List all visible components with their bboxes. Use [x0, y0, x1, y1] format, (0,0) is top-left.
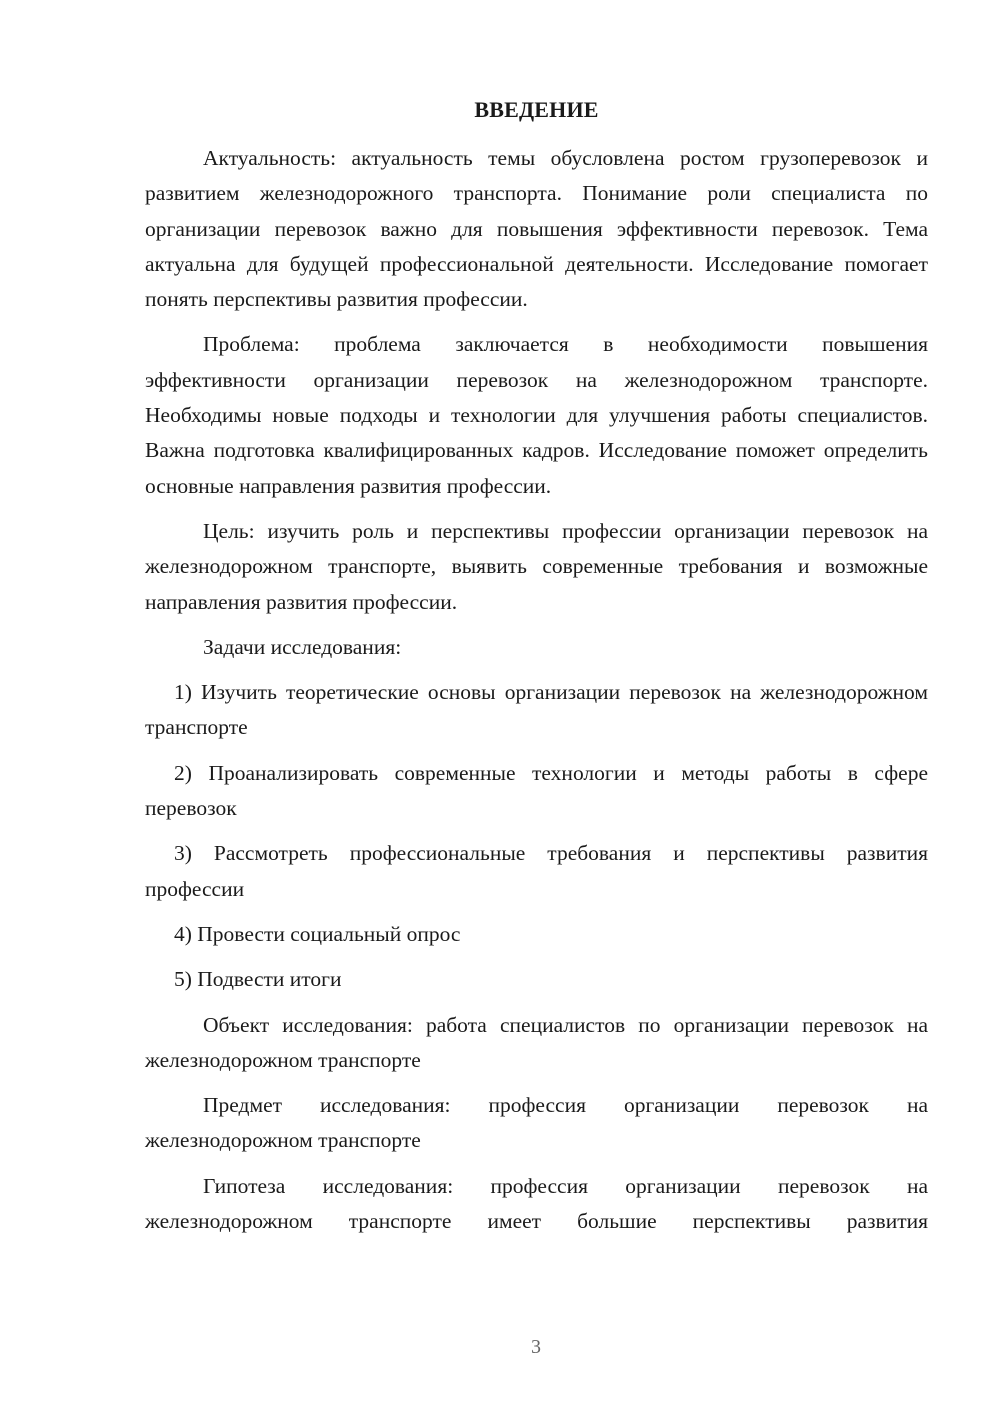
task-item-2: 2) Проанализировать современные технологии и методы работы в сфере перевозок [145, 760, 928, 821]
relevance-paragraph: Актуальность: актуальность темы обусловлена ростом грузоперевозок и развитием железнодорожного транспорта. Понимание роли специалиста по организации перевозок важно для повышения эффективности перевозок. Тема актуальна для будущей профессиональной деятельности. Исследование помогает понять перспективы развития профессии. [145, 146, 928, 312]
task-item-5: 5) Подвести итоги [174, 967, 342, 992]
page-number: 3 [531, 1336, 541, 1358]
task-item-3: 3) Рассмотреть профессиональные требования и перспективы развития профессии [145, 841, 928, 901]
problem-paragraph: Проблема: проблема заключается в необходимости повышения эффективности организации перевозок на железнодорожном транспорте. Необходимы новые подходы и технологии для улучшения работы специалистов. Важна подготовка квалифицированных кадров. Исследование поможет определить основные направления развития профессии. [145, 332, 928, 498]
goal-paragraph: Цель: изучить роль и перспективы профессии организации перевозок на железнодорожном транспорте, выявить современные требования и возможные направления развития профессии. [145, 518, 928, 614]
tasks-intro: Задачи исследования: [203, 634, 402, 659]
hypothesis-paragraph: Гипотеза исследования: профессия организации перевозок на железнодорожном транспорте имеет большие перспективы развития [145, 1173, 928, 1234]
object-paragraph: Объект исследования: работа специалистов по организации перевозок на железнодорожном транспорте [145, 1012, 928, 1072]
subject-paragraph: Предмет исследования: профессия организации перевозок на железнодорожном транспорте [145, 1093, 928, 1153]
section-heading: ВВЕДЕНИЕ [474, 97, 599, 122]
document-page [145, 95, 928, 1249]
task-item-1: 1) Изучить теоретические основы организации перевозок на железнодорожном транспорте [145, 680, 928, 740]
task-item-4: 4) Провести социальный опрос [174, 921, 461, 946]
